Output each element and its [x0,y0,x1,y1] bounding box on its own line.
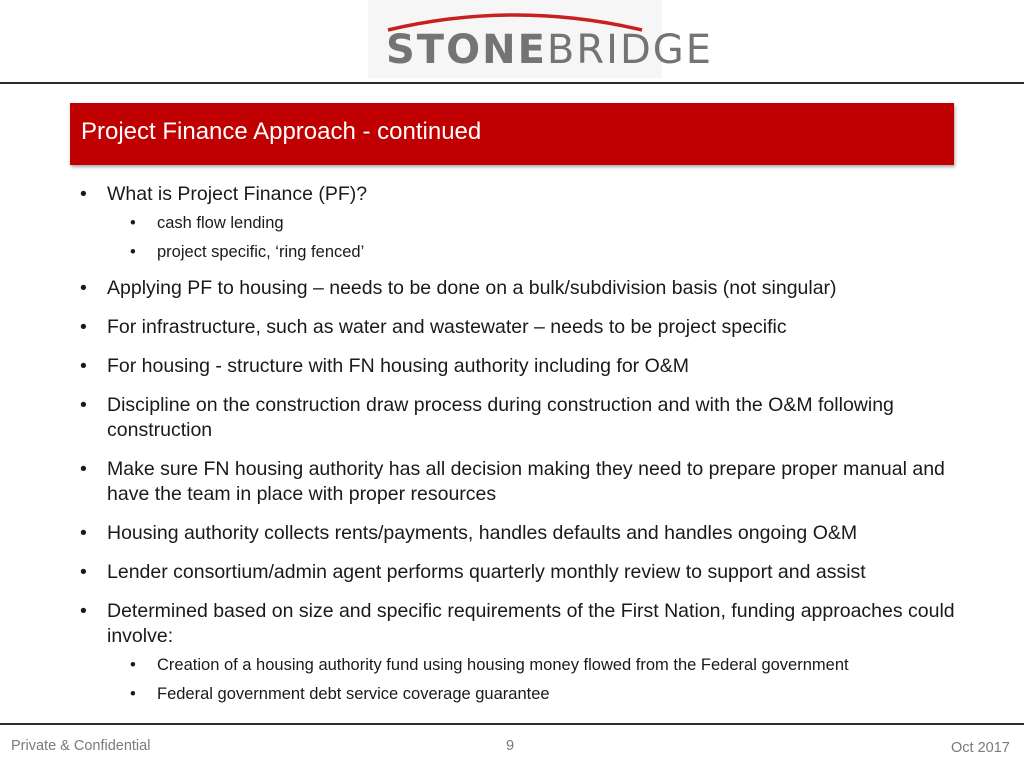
bullet-dot: • [80,355,87,377]
sub-bullet-item [80,241,960,263]
bullet-text: Applying PF to housing – needs to be done on a bulk/subdivision basis (not singular) [107,277,837,299]
footer-confidential-label: Private & Confidential [11,738,151,754]
bullet-item [80,182,960,207]
footer-divider [0,723,1024,725]
slide-title-bar [70,103,954,165]
bullet-item [80,276,960,301]
slide-title: Project Finance Approach - continued [81,118,482,145]
bullet-dot: • [80,277,87,299]
bullet-item [80,599,960,649]
bullet-item [80,393,960,443]
header-divider [0,82,1024,84]
stonebridge-logo [368,0,714,78]
bullet-dot: • [80,183,87,205]
bullet-item [80,354,960,379]
footer-page-number: 9 [506,738,515,754]
bullet-item [80,315,960,340]
sub-bullet-text: Creation of a housing authority fund using housing money flowed from the Federal government [157,656,849,674]
sub-bullet-item [80,654,960,676]
bullet-dot: • [80,561,87,583]
bullet-dot: • [80,522,87,544]
bullet-text: Housing authority collects rents/payments, handles defaults and handles ongoing O&M [107,522,858,544]
bullet-item [80,457,960,507]
logo-wordmark [386,28,713,72]
sub-bullet-text: Federal government debt service coverage guarantee [157,685,550,703]
bullet-text: Lender consortium/admin agent performs quarterly monthly review to support and assist [107,561,866,583]
bullet-list [80,168,960,705]
sub-bullet-text: cash flow lending [157,214,284,232]
bullet-text: For housing - structure with FN housing authority including for O&M [107,355,690,377]
sub-bullet-text: project specific, ‘ring fenced’ [157,243,365,261]
bullet-text: Make sure FN housing authority has all decision making they need to prepare proper manual and have the team in place with proper resources [107,458,945,505]
bullet-text: For infrastructure, such as water and wastewater – needs to be project specific [107,316,787,338]
sub-bullet-dot: • [130,214,136,232]
bullet-dot: • [80,316,87,338]
logo-text-strong: STONE [386,27,547,73]
sub-bullet-dot: • [130,243,136,261]
bullet-dot: • [80,458,87,480]
bullet-dot: • [80,600,87,622]
bullet-text: Determined based on size and specific requirements of the First Nation, funding approaches could involve: [107,600,955,647]
sub-bullet-item [80,212,960,234]
bullet-item [80,560,960,585]
bullet-item [80,521,960,546]
sub-bullet-dot: • [130,685,136,703]
logo-text-light: BRIDGE [546,27,714,73]
bullet-text: Discipline on the construction draw process during construction and with the O&M following construction [107,394,894,441]
sub-bullet-dot: • [130,656,136,674]
footer-date: Oct 2017 [951,740,1010,756]
bullet-dot: • [80,394,87,416]
bullet-text: What is Project Finance (PF)? [107,183,368,205]
sub-bullet-item [80,683,960,705]
